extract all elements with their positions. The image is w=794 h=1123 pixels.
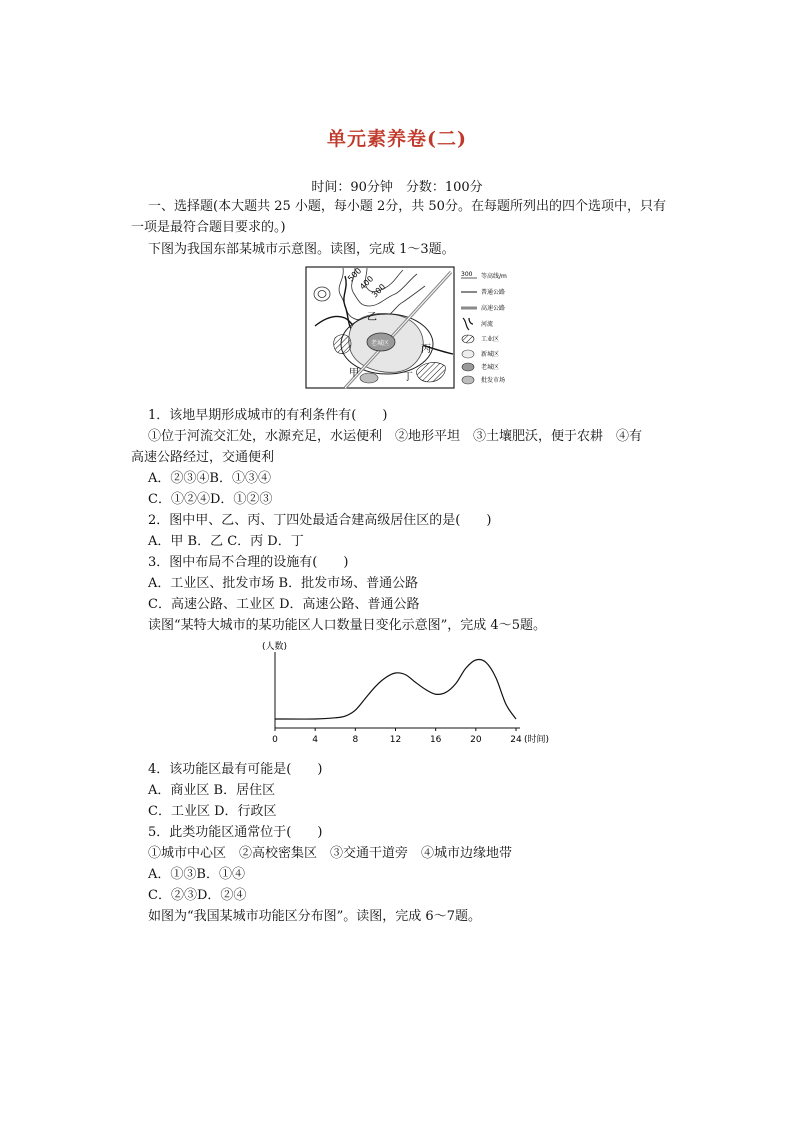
x-tick-label: 12 bbox=[389, 735, 402, 745]
page-title: 单元素养卷(二) bbox=[327, 128, 467, 150]
q1-options-cd: C．①②④D．①②③ bbox=[148, 492, 273, 507]
legend-contour: 等高线/m bbox=[481, 273, 507, 280]
x-tick-label: 4 bbox=[312, 735, 319, 745]
q3-options-ab: A．工业区、批发市场 B．批发市场、普通公路 bbox=[148, 576, 419, 591]
old-city-label: 老城区 bbox=[371, 340, 390, 347]
place-bing: 丙 bbox=[421, 344, 431, 355]
industrial-zone-west bbox=[334, 335, 351, 354]
intro-2: 读图“某特大城市的某功能区人口数量日变化示意图”，完成 4～5题。 bbox=[148, 618, 546, 633]
city-map-figure bbox=[305, 266, 520, 390]
q1-options-ab: A．②③④B．①③④ bbox=[148, 471, 271, 486]
legend-new-city: 新城区 bbox=[481, 351, 500, 358]
x-tick-label: 0 bbox=[272, 735, 278, 745]
x-axis-label: (时间) bbox=[524, 735, 550, 745]
x-tick-label: 8 bbox=[352, 735, 359, 745]
series-line bbox=[275, 660, 516, 720]
q2-options: A．甲 B．乙 C．丙 D．丁 bbox=[148, 534, 304, 549]
intro-3: 如图为“我国某城市功能区分布图”。读图，完成 6～7题。 bbox=[148, 909, 481, 924]
market-icon bbox=[462, 376, 474, 384]
q3-options-cd: C．高速公路、工业区 D．高速公路、普通公路 bbox=[148, 597, 420, 612]
q1-stem: 1．该地早期形成城市的有利条件有( ) bbox=[148, 408, 388, 423]
legend-industrial: 工业区 bbox=[481, 336, 500, 343]
q4-stem: 4．该功能区最有可能是( ) bbox=[148, 762, 323, 777]
exam-meta: 时间：90分钟 分数：100分 bbox=[311, 180, 483, 195]
place-jia: 甲 bbox=[349, 368, 359, 379]
q4-options-cd: C．工业区 D．行政区 bbox=[148, 804, 277, 819]
x-tick-label: 20 bbox=[470, 735, 482, 745]
market-zone bbox=[360, 373, 378, 383]
q2-stem: 2．图中甲、乙、丙、丁四处最适合建高级居住区的是( ) bbox=[148, 513, 492, 528]
legend-normal-road: 普通公路 bbox=[481, 289, 506, 296]
q4-options-ab: A．商业区 B．居住区 bbox=[148, 783, 276, 798]
section-instructions: 一、选择题(本大题共 25 小题，每小题 2分，共 50分。在每题所列出的四个选项中，只有一项是最符合题目要求的。) bbox=[131, 199, 666, 235]
x-tick-label: 24 bbox=[510, 735, 522, 745]
q5-options-cd: C．②③D．②④ bbox=[148, 888, 247, 903]
river-icon bbox=[463, 318, 473, 330]
old-city-icon bbox=[462, 363, 474, 371]
legend-market: 批发市场 bbox=[481, 377, 506, 384]
new-city-icon bbox=[462, 350, 474, 358]
industrial-icon bbox=[462, 335, 474, 343]
y-axis-label: (人数) bbox=[262, 642, 288, 652]
x-tick-label: 16 bbox=[429, 735, 442, 745]
population-chart bbox=[258, 636, 568, 748]
q1-items-line2: 高速公路经过，交通便利 bbox=[131, 450, 275, 465]
legend-old-city: 老城区 bbox=[481, 364, 500, 371]
legend-river: 河流 bbox=[481, 321, 494, 328]
place-ding: 丁 bbox=[403, 372, 413, 383]
q5-stem: 5．此类功能区通常位于( ) bbox=[148, 825, 323, 840]
q5-options-ab: A．①③B．①④ bbox=[148, 867, 245, 882]
q3-stem: 3．图中布局不合理的设施有( ) bbox=[148, 555, 349, 570]
place-yi: 乙 bbox=[367, 312, 377, 323]
q1-items-line1: ①位于河流交汇处，水源充足，水运便利 ②地形平坦 ③土壤肥沃，便于农耕 ④有 bbox=[148, 429, 643, 444]
q5-items: ①城市中心区 ②高校密集区 ③交通干道旁 ④城市边缘地带 bbox=[148, 846, 513, 861]
contour-label-300: 300 bbox=[370, 282, 388, 300]
map-legend bbox=[461, 271, 507, 384]
contour-label-500: 500 bbox=[346, 266, 364, 284]
legend-expressway: 高速公路 bbox=[481, 305, 506, 312]
legend-contour-value: 300 bbox=[461, 271, 473, 278]
contour-label-400: 400 bbox=[358, 274, 376, 292]
intro-1: 下图为我国东部某城市示意图。读图，完成 1～3题。 bbox=[148, 242, 455, 257]
